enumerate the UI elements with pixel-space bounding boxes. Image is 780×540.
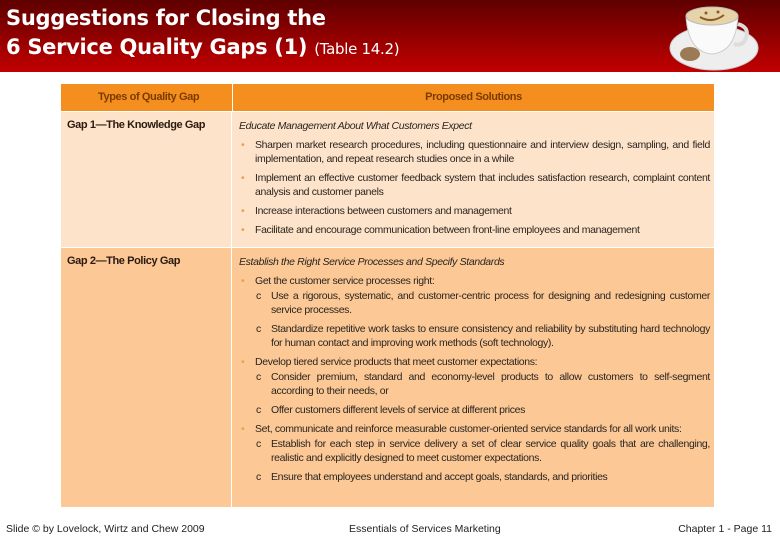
- sub-item: c Offer customers different levels of service at different prices: [239, 403, 710, 417]
- bullet-item: • Develop tiered service products that meet customer expectations:: [239, 355, 710, 369]
- sub-item: c Consider premium, standard and economy-level products to allow customers to self-segment according to their needs, or: [239, 370, 710, 398]
- table-row: [61, 112, 714, 247]
- bullet-item: • Sharpen market research procedures, including questionnaire and interview design, sampling, and field implementation, and repeat research studies once in a while: [239, 138, 710, 166]
- sub-item: c Establish for each step in service delivery a set of clear service quality goals that are challenging, realistic and explicitly designed to meet customer expectations.: [239, 437, 710, 465]
- footer-page-number: Chapter 1 - Page 11: [678, 523, 772, 535]
- bullet-item: • Increase interactions between customers and management: [239, 204, 710, 218]
- title-table-ref: (Table 14.2): [314, 40, 400, 58]
- solution-heading: Establish the Right Service Processes and Specify Standards: [239, 256, 505, 268]
- sub-item: c Use a rigorous, systematic, and customer-centric process for designing and redesigning customer service processes.: [239, 289, 710, 317]
- coffee-cup-icon: [668, 2, 760, 72]
- solutions-cell: [233, 112, 714, 242]
- title-main: 6 Service Quality Gaps (1): [6, 35, 308, 59]
- bullet-item: • Facilitate and encourage communication between front-line employees and management: [239, 223, 710, 237]
- bullet-item: • Set, communicate and reinforce measurable customer-oriented service standards for all work units:: [239, 422, 710, 436]
- footer-copyright: Slide © by Lovelock, Wirtz and Chew 2009: [6, 523, 205, 535]
- table-row: [61, 248, 714, 507]
- slide-title-line1: Suggestions for Closing the: [6, 6, 326, 30]
- bullet-item: • Implement an effective customer feedback system that includes satisfaction research, complaint content analysis and customer panels: [239, 171, 710, 199]
- title-bar: [0, 0, 780, 72]
- sub-item: c Standardize repetitive work tasks to ensure consistency and reliability by substituting hard technology for human contact and improving work methods (soft technology).: [239, 322, 710, 350]
- gap-label: Gap 1—The Knowledge Gap: [61, 112, 232, 247]
- footer-book-title: Essentials of Services Marketing: [349, 523, 501, 535]
- sub-item: c Ensure that employees understand and accept goals, standards, and priorities: [239, 470, 710, 484]
- bullet-item: • Get the customer service processes right:: [239, 274, 710, 288]
- gap-label: Gap 2—The Policy Gap: [61, 248, 232, 507]
- column-header-solutions: Proposed Solutions: [233, 84, 714, 111]
- gaps-table: [61, 84, 714, 507]
- solutions-cell: [233, 248, 714, 489]
- column-header-gap-type: Types of Quality Gap: [61, 84, 232, 111]
- slide-title-line2: [6, 35, 399, 59]
- solution-heading: Educate Management About What Customers Expect: [239, 120, 472, 132]
